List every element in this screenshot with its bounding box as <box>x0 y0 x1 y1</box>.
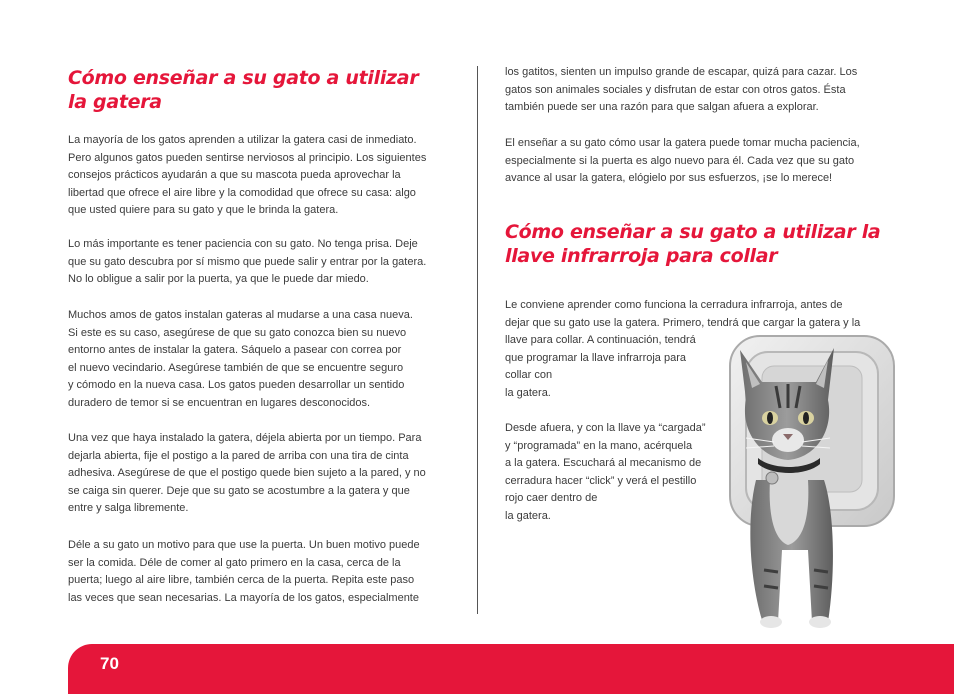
text-line: dejarla abierta, fije el postigo a la pared de arriba con una tira de cinta <box>68 449 409 462</box>
page-number: 70 <box>100 654 119 673</box>
text-line: duradero de temor si se encuentran en lugares desconocidos. <box>68 396 371 409</box>
text-line: Desde afuera, y con la llave ya “cargada” <box>505 422 706 434</box>
text-line: la gatera. <box>505 509 551 522</box>
text-line: avance al usar la gatera, elógielo por sus esfuerzos, ¡se lo merece! <box>505 172 833 184</box>
column-divider <box>477 66 478 614</box>
left-paragraph-2 <box>68 236 426 289</box>
right-title <box>505 220 880 268</box>
left-paragraph-1 <box>68 132 426 220</box>
right-paragraph-1 <box>505 64 857 117</box>
text-line: puerta; luego al aire libre, también cerca de la puerta. Repita este paso <box>68 574 415 586</box>
text-line: Pero algunos gatos pueden sentirse nerviosos al principio. Los siguientes <box>68 151 427 164</box>
text-line: las veces que sean necesarias. La mayoría de los gatos, especialmente <box>68 591 419 604</box>
footer-bar <box>68 644 954 694</box>
right-paragraph-2 <box>505 135 860 188</box>
right-paragraph-4 <box>505 420 706 525</box>
text-line: Muchos amos de gatos instalan gateras al mudarse a una casa nueva. <box>68 309 413 321</box>
text-line: ser la comida. Déle de comer al gato primero en la casa, cerca de la <box>68 556 401 569</box>
text-line: Una vez que haya instalado la gatera, déjela abierta por un tiempo. Para <box>68 432 422 444</box>
text-line: la gatera. <box>505 386 551 399</box>
left-title-line: la gatera <box>68 91 162 113</box>
text-line: también puede ser una razón para que salgan afuera a explorar. <box>505 101 819 113</box>
text-line: rojo caer dentro de <box>505 492 598 504</box>
left-paragraph-4 <box>68 430 426 518</box>
text-line: adhesiva. Asegúrese de que el postigo quede bien sujeto a la pared, y no <box>68 467 426 479</box>
text-line: a la gatera. Escuchará al mecanismo de <box>505 457 702 469</box>
text-line: gatos son animales sociales y disfrutan de estar con otros gatos. Ésta <box>505 83 846 96</box>
text-line: dejar que su gato use la gatera. Primero, tendrá que cargar la gatera y la <box>505 316 861 329</box>
text-line: entorno antes de instalar la gatera. Sáquelo a pasear con correa por <box>68 344 402 356</box>
text-line: La mayoría de los gatos aprenden a utilizar la gatera casi de inmediato. <box>68 134 417 146</box>
right-title-line: llave infrarroja para collar <box>505 245 778 267</box>
text-line: Le conviene aprender como funciona la cerradura infrarroja, antes de <box>505 299 843 311</box>
text-line: cerradura hacer “click” y verá el pestillo <box>505 474 697 487</box>
text-line: llave para collar. A continuación, tendrá <box>505 334 696 346</box>
text-line: No lo obligue a salir por la puerta, ya que le puede dar miedo. <box>68 273 369 285</box>
left-paragraph-3 <box>68 307 413 412</box>
text-line: collar con <box>505 369 553 381</box>
text-line: especialmente si la puerta es algo nuevo para él. Cada vez que su gato <box>505 154 855 167</box>
text-line: que usted quiere para su gato y que le brinda la gatera. <box>68 204 339 216</box>
left-title-line: Cómo enseñar a su gato a utilizar <box>68 67 419 89</box>
text-line: Déle a su gato un motivo para que use la puerta. Un buen motivo puede <box>68 539 420 551</box>
text-line: Lo más importante es tener paciencia con su gato. No tenga prisa. Deje <box>68 238 418 250</box>
left-title <box>68 66 418 114</box>
text-line: y “programada” en la mano, acérquela <box>505 439 693 452</box>
text-line: Si este es su caso, asegúrese de que su gato conozca bien su nuevo <box>68 326 407 339</box>
left-paragraph-5 <box>68 537 420 607</box>
text-line: el nuevo vecindario. Asegúrese también de que se encuentre seguro <box>68 361 404 374</box>
text-line: entre y salga libremente. <box>68 502 189 514</box>
text-line: que su gato descubra por sí mismo que puede salir y entrar por la gatera. <box>68 255 427 268</box>
text-line: y cómodo en la nueva casa. Los gatos pueden desarrollar un sentido <box>68 379 405 391</box>
text-line: El enseñar a su gato cómo usar la gatera puede tomar mucha paciencia, <box>505 137 860 149</box>
cat-photo <box>716 330 900 630</box>
text-line: libertad que ofrece el aire libre y la comodidad que ofrece su casa: algo <box>68 186 416 199</box>
right-title-line: Cómo enseñar a su gato a utilizar la <box>505 221 881 243</box>
text-line: los gatitos, sienten un impulso grande de escapar, quizá para cazar. Los <box>505 66 858 78</box>
text-line: que programar la llave infrarroja para <box>505 351 686 364</box>
text-line: consejos prácticos ayudarán a que su mascota pueda aprovechar la <box>68 169 401 181</box>
text-line: se caiga sin querer. Deje que su gato se acostumbre a la gatera y que <box>68 484 410 497</box>
